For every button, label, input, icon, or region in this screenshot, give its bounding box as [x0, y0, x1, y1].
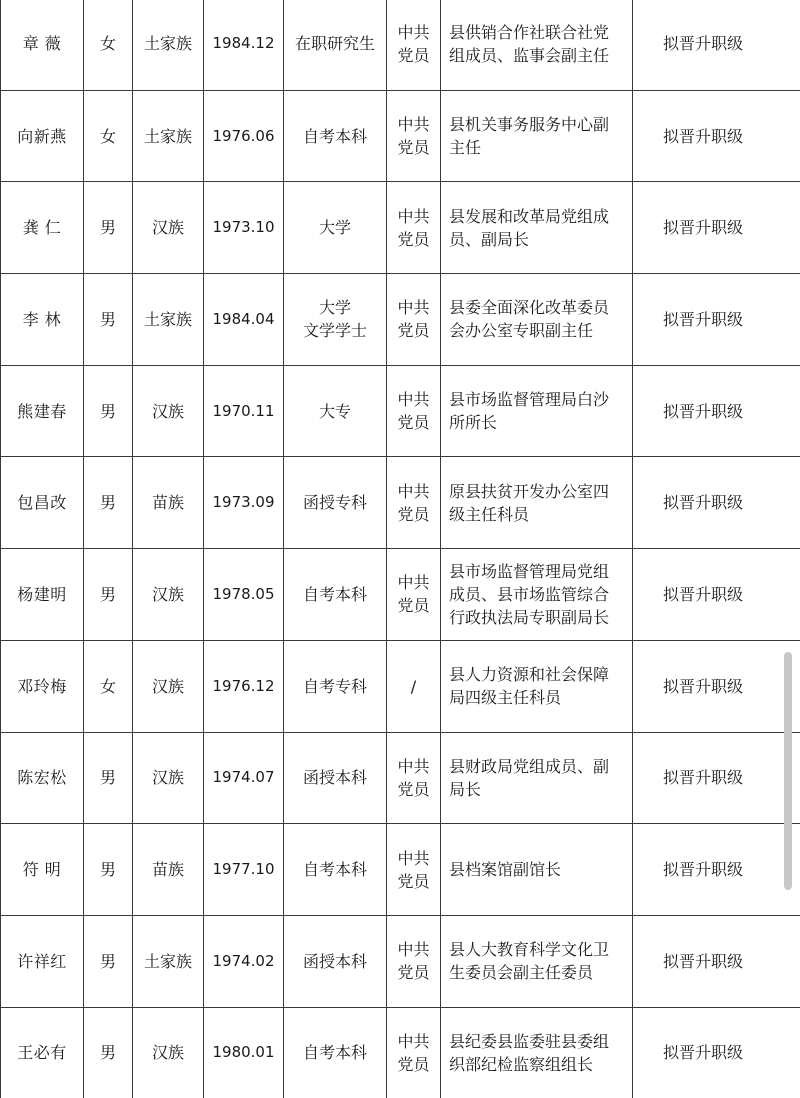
position-cell: 县市场监督管理局白沙 所所长 — [440, 366, 632, 457]
name-cell: 陈宏松 — [0, 733, 83, 824]
note-cell: 拟晋升职级 — [632, 824, 773, 915]
table-row — [0, 823, 800, 915]
note-cell: 拟晋升职级 — [632, 274, 773, 365]
ethnicity-cell: 土家族 — [132, 916, 203, 1007]
birth-date-cell: 1980.01 — [203, 1008, 283, 1098]
table-row — [0, 456, 800, 548]
birth-date-cell: 1970.11 — [203, 366, 283, 457]
position-cell: 县财政局党组成员、副 局长 — [440, 733, 632, 824]
education-cell: 函授专科 — [283, 457, 386, 548]
education-cell: 自考专科 — [283, 641, 386, 732]
gender-cell: 男 — [83, 182, 132, 273]
birth-date-cell: 1976.12 — [203, 641, 283, 732]
ethnicity-cell: 汉族 — [132, 733, 203, 824]
table-row — [0, 640, 800, 732]
note-cell: 拟晋升职级 — [632, 1008, 773, 1098]
birth-date-cell: 1976.06 — [203, 91, 283, 182]
position-cell: 县档案馆副馆长 — [440, 824, 632, 915]
birth-date-cell: 1973.09 — [203, 457, 283, 548]
party-cell: 中共 党员 — [386, 824, 440, 915]
ethnicity-cell: 汉族 — [132, 549, 203, 640]
gender-cell: 男 — [83, 549, 132, 640]
ethnicity-cell: 土家族 — [132, 0, 203, 90]
birth-date-cell: 1978.05 — [203, 549, 283, 640]
name-cell: 龚 仁 — [0, 182, 83, 273]
education-cell: 大学 文学学士 — [283, 274, 386, 365]
name-cell: 王必有 — [0, 1008, 83, 1098]
education-cell: 函授本科 — [283, 916, 386, 1007]
position-cell: 县人大教育科学文化卫 生委员会副主任委员 — [440, 916, 632, 1007]
party-cell: 中共 党员 — [386, 549, 440, 640]
name-cell: 包昌改 — [0, 457, 83, 548]
note-cell: 拟晋升职级 — [632, 733, 773, 824]
ethnicity-cell: 汉族 — [132, 641, 203, 732]
ethnicity-cell: 苗族 — [132, 824, 203, 915]
gender-cell: 男 — [83, 366, 132, 457]
ethnicity-cell: 土家族 — [132, 91, 203, 182]
education-cell: 大学 — [283, 182, 386, 273]
name-cell: 向新燕 — [0, 91, 83, 182]
name-cell: 邓玲梅 — [0, 641, 83, 732]
education-cell: 在职研究生 — [283, 0, 386, 90]
gender-cell: 男 — [83, 824, 132, 915]
party-cell: 中共 党员 — [386, 366, 440, 457]
party-cell: 中共 党员 — [386, 457, 440, 548]
note-cell: 拟晋升职级 — [632, 457, 773, 548]
party-cell: 中共 党员 — [386, 274, 440, 365]
name-cell: 章 薇 — [0, 0, 83, 90]
ethnicity-cell: 汉族 — [132, 366, 203, 457]
name-cell: 李 林 — [0, 274, 83, 365]
position-cell: 原县扶贫开发办公室四 级主任科员 — [440, 457, 632, 548]
note-cell: 拟晋升职级 — [632, 0, 773, 90]
table-row — [0, 0, 800, 90]
gender-cell: 女 — [83, 91, 132, 182]
position-cell: 县供销合作社联合社党 组成员、监事会副主任 — [440, 0, 632, 90]
position-cell: 县市场监督管理局党组 成员、县市场监管综合 行政执法局专职副局长 — [440, 549, 632, 640]
birth-date-cell: 1974.07 — [203, 733, 283, 824]
education-cell: 自考本科 — [283, 91, 386, 182]
note-cell: 拟晋升职级 — [632, 366, 773, 457]
birth-date-cell: 1984.04 — [203, 274, 283, 365]
gender-cell: 男 — [83, 274, 132, 365]
position-cell: 县人力资源和社会保障 局四级主任科员 — [440, 641, 632, 732]
party-cell: / — [386, 641, 440, 732]
party-cell: 中共 党员 — [386, 0, 440, 90]
party-cell: 中共 党员 — [386, 182, 440, 273]
name-cell: 杨建明 — [0, 549, 83, 640]
ethnicity-cell: 土家族 — [132, 274, 203, 365]
table-row — [0, 365, 800, 457]
position-cell: 县发展和改革局党组成 员、副局长 — [440, 182, 632, 273]
education-cell: 自考本科 — [283, 1008, 386, 1098]
note-cell: 拟晋升职级 — [632, 916, 773, 1007]
table-row — [0, 90, 800, 182]
gender-cell: 男 — [83, 916, 132, 1007]
table-row — [0, 732, 800, 824]
party-cell: 中共 党员 — [386, 916, 440, 1007]
gender-cell: 女 — [83, 0, 132, 90]
birth-date-cell: 1977.10 — [203, 824, 283, 915]
position-cell: 县纪委县监委驻县委组 织部纪检监察组组长 — [440, 1008, 632, 1098]
birth-date-cell: 1984.12 — [203, 0, 283, 90]
birth-date-cell: 1973.10 — [203, 182, 283, 273]
education-cell: 函授本科 — [283, 733, 386, 824]
gender-cell: 男 — [83, 733, 132, 824]
name-cell: 熊建春 — [0, 366, 83, 457]
name-cell: 符 明 — [0, 824, 83, 915]
position-cell: 县委全面深化改革委员 会办公室专职副主任 — [440, 274, 632, 365]
vertical-scrollbar[interactable] — [784, 652, 792, 890]
ethnicity-cell: 汉族 — [132, 182, 203, 273]
note-cell: 拟晋升职级 — [632, 641, 773, 732]
name-cell: 许祥红 — [0, 916, 83, 1007]
table-row — [0, 1007, 800, 1098]
table-row — [0, 548, 800, 640]
table-row — [0, 181, 800, 273]
birth-date-cell: 1974.02 — [203, 916, 283, 1007]
ethnicity-cell: 苗族 — [132, 457, 203, 548]
party-cell: 中共 党员 — [386, 733, 440, 824]
education-cell: 大专 — [283, 366, 386, 457]
gender-cell: 男 — [83, 457, 132, 548]
party-cell: 中共 党员 — [386, 1008, 440, 1098]
position-cell: 县机关事务服务中心副 主任 — [440, 91, 632, 182]
education-cell: 自考本科 — [283, 549, 386, 640]
gender-cell: 女 — [83, 641, 132, 732]
gender-cell: 男 — [83, 1008, 132, 1098]
table-row — [0, 273, 800, 365]
party-cell: 中共 党员 — [386, 91, 440, 182]
note-cell: 拟晋升职级 — [632, 549, 773, 640]
note-cell: 拟晋升职级 — [632, 182, 773, 273]
table-row — [0, 915, 800, 1007]
ethnicity-cell: 汉族 — [132, 1008, 203, 1098]
note-cell: 拟晋升职级 — [632, 91, 773, 182]
education-cell: 自考本科 — [283, 824, 386, 915]
